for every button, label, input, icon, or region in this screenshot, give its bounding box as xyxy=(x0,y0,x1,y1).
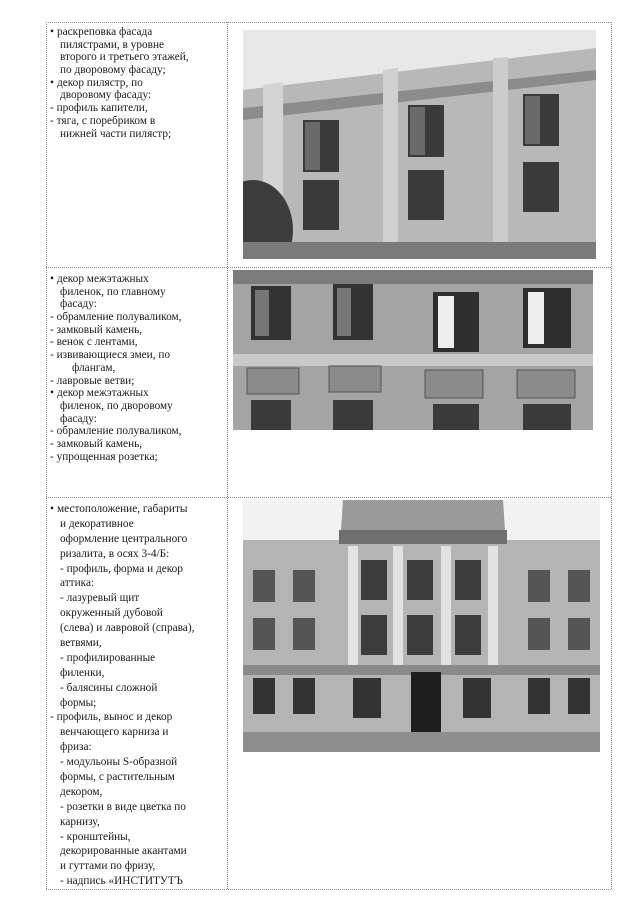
text-line: - балясины сложной xyxy=(60,681,158,694)
table-border-top xyxy=(46,22,611,23)
table-border-left xyxy=(46,22,47,889)
text-line: - упрощенная розетка; xyxy=(50,450,158,463)
text-line: декором, xyxy=(60,785,103,798)
text-line: ветвями, xyxy=(60,637,102,650)
text-line: • раскреповка фасада xyxy=(50,26,153,38)
text-line: - извивающиеся змеи, по xyxy=(50,349,171,362)
text-line: карнизу, xyxy=(60,815,100,828)
text-line: • местоположение, габариты xyxy=(50,503,188,515)
text-line: - венок с лентами, xyxy=(50,336,138,349)
text-line: - профилированные xyxy=(60,651,156,664)
text-line: - профиль, форма и декор xyxy=(60,562,183,575)
text-line: - лавровые ветви; xyxy=(50,374,135,387)
text-line: аттика: xyxy=(60,577,95,590)
text-line: - замковый камень, xyxy=(50,437,143,450)
text-line: - обрамление полуваликом, xyxy=(50,311,182,324)
text-line: дворовому фасаду: xyxy=(60,89,152,102)
text-line: - надпись «ИНСТИТУТЪ xyxy=(60,875,183,888)
row-separator-1 xyxy=(46,267,611,268)
text-line: формы, с растительным xyxy=(60,771,175,784)
table-border-right xyxy=(611,22,612,889)
text-line: филенок, по главному xyxy=(60,285,166,298)
text-line: формы; xyxy=(60,696,97,709)
text-line: фасаду: xyxy=(60,412,97,425)
text-line: фасаду: xyxy=(60,298,97,311)
text-line: - кронштейны, xyxy=(60,830,131,843)
text-line: • декор межэтажных xyxy=(50,273,149,285)
text-line: - розетки в виде цветка по xyxy=(60,800,186,813)
text-line: ризалита, в осях 3-4/Б: xyxy=(60,547,170,560)
text-line: - профиль, вынос и декор xyxy=(50,711,173,724)
facade-photo-courtyard xyxy=(243,30,596,259)
text-line: по дворовому фасаду; xyxy=(60,64,166,77)
text-line: - тяга, с поребриком в xyxy=(50,114,156,127)
text-line: - профиль капители, xyxy=(50,102,148,115)
row-3-description xyxy=(50,502,225,889)
text-line: - модульоны S-образной xyxy=(60,756,178,769)
text-line: окруженный дубовой xyxy=(60,607,163,620)
text-line: декорированные акантами xyxy=(60,845,187,858)
text-line: фриза: xyxy=(60,741,92,754)
text-line: флангам, xyxy=(72,361,116,374)
text-line: • декор межэтажных xyxy=(50,387,149,400)
text-line: филенок, по дворовому xyxy=(60,399,173,412)
facade-photo-risalit xyxy=(243,500,600,752)
row-separator-2 xyxy=(46,497,611,498)
text-line: - обрамление полуваликом, xyxy=(50,425,182,438)
text-line: второго и третьего этажей, xyxy=(60,51,189,64)
facade-photo-panels xyxy=(233,270,593,430)
text-line: венчающего карниза и xyxy=(60,726,169,739)
text-line: (слева) и лавровой (справа), xyxy=(60,622,195,635)
text-line: • декор пилястр, по xyxy=(50,76,143,89)
text-line: филенки, xyxy=(60,666,105,679)
text-line: нижней части пилястр; xyxy=(60,127,172,140)
row-2-description xyxy=(50,273,225,463)
text-line: пилястрами, в уровне xyxy=(60,38,165,51)
text-line: оформление центрального xyxy=(60,532,188,545)
table-border-middle xyxy=(227,22,228,889)
text-line: - замковый камень, xyxy=(50,323,143,336)
row-1-description xyxy=(50,26,225,140)
text-line: - лазуревый щит xyxy=(60,592,140,605)
text-line: и гуттами по фризу, xyxy=(60,860,156,873)
text-line: и декоративное xyxy=(60,517,134,530)
